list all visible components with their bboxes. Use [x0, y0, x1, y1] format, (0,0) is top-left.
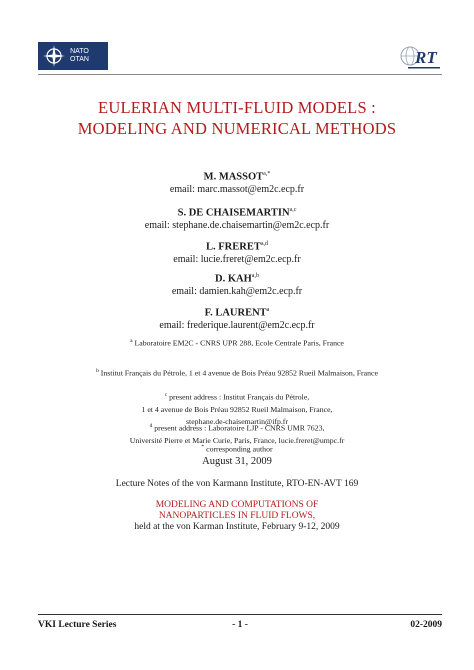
lecture-notes-line: Lecture Notes of the von Karmann Institute, RTO-EN-AVT 169: [115, 479, 359, 489]
nato-compass-icon: [42, 44, 66, 68]
page-footer: [38, 620, 442, 634]
footer-series: VKI Lecture Series: [38, 620, 117, 630]
author-name: M. MASSOT: [203, 171, 264, 183]
author-email: email: frederique.laurent@em2c.ecp.fr: [159, 319, 315, 331]
author-entry: [0, 270, 474, 298]
affiliation-text: Laboratoire EM2C - CNRS UPR 288, Ecole Centrale Paris, France: [132, 338, 344, 348]
author-entry: [0, 304, 474, 332]
author-email: email: marc.massot@em2c.ecp.fr: [169, 183, 305, 195]
affiliation-marker: *: [201, 444, 205, 450]
affiliation-text: corresponding author: [204, 444, 273, 454]
publication-date: August 31, 2009: [202, 456, 272, 467]
page-number: - 1 -: [232, 620, 248, 630]
event-title-line-2: NANOPARTICLES IN FLUID FLOWS,: [158, 511, 316, 521]
affiliation-text: present address : Laboratoire LJP - CNRS UMR 7623,: [152, 423, 325, 433]
author-name: S. DE CHAISEMARTIN: [177, 207, 290, 219]
rto-logo: [398, 42, 442, 72]
affiliation-b: [0, 365, 474, 380]
rto-logo-text: RT: [415, 48, 437, 67]
title-line-2: MODELING AND NUMERICAL METHODS: [77, 119, 397, 138]
author-name: D. KAH: [215, 273, 252, 285]
event-title-line-1: MODELING AND COMPUTATIONS OF: [155, 500, 319, 510]
corresponding-author-note: [0, 441, 474, 456]
author-entry: [0, 238, 474, 266]
nato-logo: [38, 42, 108, 70]
document-title: [0, 97, 474, 139]
affiliation-marker: b: [96, 368, 99, 374]
author-email: email: damien.kah@em2c.ecp.fr: [171, 285, 303, 297]
author-affil-marker: a,d: [260, 241, 268, 247]
affiliation-text: stephane.de-chaisemartin@ifp.fr: [186, 416, 288, 426]
footer-date: 02-2009: [410, 620, 442, 630]
header-divider: [38, 74, 442, 75]
affiliation-text: present address : Institut Français du Pétrole,: [167, 392, 310, 402]
affiliation-marker: c: [164, 392, 168, 398]
affiliation-text: Université Pierre et Marie Curie, Paris, France, lucie.freret@umpc.fr: [129, 435, 345, 445]
affiliation-marker: a: [130, 338, 133, 344]
author-email: email: stephane.de.chaisemartin@em2c.ecp.fr: [144, 219, 330, 231]
nato-logo-text: NATO: [70, 48, 89, 55]
page-header: [38, 42, 442, 72]
author-affil-marker: a,c: [289, 207, 297, 213]
title-line-1: EULERIAN MULTI-FLUID MODELS :: [98, 98, 376, 117]
author-entry: [0, 168, 474, 196]
event-venue: held at the von Karman Institute, February 9-12, 2009: [134, 522, 340, 532]
author-affil-marker: a: [266, 307, 270, 313]
affiliation-text: 1 et 4 avenue de Bois Préau 92852 Rueil Malmaison, France,: [141, 404, 333, 414]
affiliation-a: [0, 335, 474, 350]
otan-logo-text: OTAN: [70, 56, 89, 63]
event-title: [0, 500, 474, 522]
author-name: F. LAURENT: [204, 307, 267, 319]
author-affil-marker: a,*: [263, 171, 271, 177]
footer-divider: [38, 614, 442, 615]
author-name: L. FRERET: [205, 241, 261, 253]
affiliation-marker: d: [149, 423, 153, 429]
author-entry: [0, 204, 474, 232]
author-email: email: lucie.freret@em2c.ecp.fr: [173, 253, 301, 265]
affiliation-text: Institut Français du Pétrole, 1 et 4 avenue de Bois Préau 92852 Rueil Malmaison, France: [98, 368, 378, 378]
author-affil-marker: a,b: [251, 273, 259, 279]
